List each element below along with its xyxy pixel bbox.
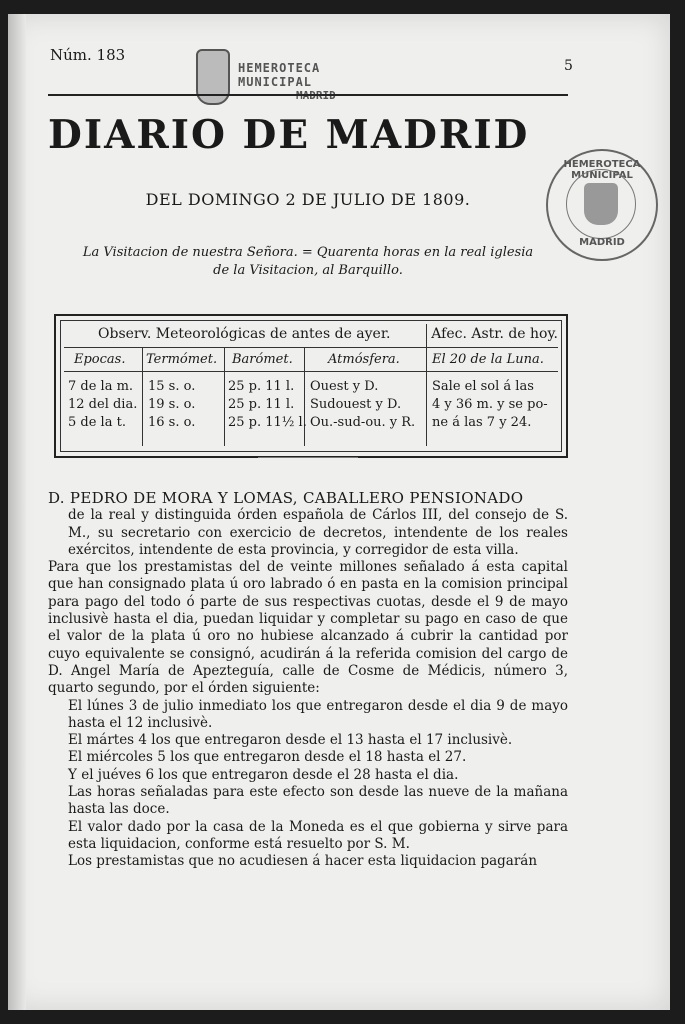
- paragraph: Para que los prestamistas del de veinte millones señalado á esta capital que han consignado plata ú oro labrado ó en pasta en la comision principal para pago del todo ó parte de sus respectivas cuotas, desde el 9 de mayo inclusivè hasta el dia, puedan liquidar y completar su pago en caso de que el valor de la plata ú oro no hubiese alcanzado á cubrir la cantidad por cuyo equivalente se consignó, acudirán á la referida comision del cargo de D. Angel María de Apezteguía, calle de Cosme de Médicis, número 3, quarto segundo, por el órden siguiente:: [48, 559, 568, 697]
- column-header: Atmósfera.: [328, 352, 400, 367]
- atmosfera-column: [310, 378, 415, 432]
- astro-heading: Afec. Astr. de hoy.: [431, 326, 558, 342]
- table-cell: 19 s. o.: [148, 397, 196, 412]
- weather-table: [54, 314, 568, 458]
- column-divider: [426, 324, 427, 446]
- table-cell: ne á las 7 y 24.: [432, 415, 532, 430]
- paragraph: El valor dado por la casa de la Moneda es el que gobierna y sirve para esta liquidacion, conforme está resuelto por S. M.: [68, 818, 568, 852]
- column-header: Epocas.: [74, 352, 126, 367]
- barometro-column: [228, 378, 307, 432]
- table-cell: 4 y 36 m. y se po-: [432, 397, 548, 412]
- saint-line-2: de la Visitacion, al Barquillo.: [213, 263, 403, 278]
- column-header: Termómet.: [146, 352, 218, 367]
- column-header: Barómet.: [232, 352, 293, 367]
- header-rule: [48, 94, 568, 96]
- column-divider: [224, 348, 225, 446]
- section-divider: [258, 457, 358, 458]
- saint-of-day: [48, 244, 568, 280]
- table-cell: 5 de la t.: [68, 415, 126, 430]
- column-header: El 20 de la Luna.: [432, 352, 544, 367]
- table-cell: 15 s. o.: [148, 379, 196, 394]
- table-rule: [64, 371, 558, 372]
- page-number: 5: [564, 58, 573, 74]
- library-stamp-top: [196, 49, 396, 111]
- stamp-text-line2: MADRID: [296, 89, 336, 102]
- paragraph: El mártes 4 los que entregaron desde el 13 hasta el 17 inclusivè.: [68, 732, 513, 749]
- saint-line-1: La Visitacion de nuestra Señora. = Quarenta horas en la real iglesia: [82, 245, 534, 260]
- issue-number: Núm. 183: [50, 46, 126, 64]
- article-body: [48, 490, 568, 871]
- round-stamp-top-text: HEMEROTECA MUNICIPAL: [563, 159, 641, 181]
- dateline: DEL DOMINGO 2 DE JULIO DE 1809.: [145, 190, 471, 209]
- table-cell: 25 p. 11 l.: [228, 397, 295, 412]
- table-cell: 7 de la m.: [68, 379, 134, 394]
- weather-heading: Observ. Meteorológicas de antes de ayer.: [98, 326, 391, 342]
- crest-icon: [196, 49, 230, 105]
- article-heading: D. PEDRO DE MORA Y LOMAS, CABALLERO PENSIONADO: [48, 489, 524, 507]
- table-cell: Sudouest y D.: [310, 397, 402, 412]
- page-binding-edge: [8, 14, 26, 1010]
- paragraph: Y el juéves 6 los que entregaron desde el 28 hasta el dia.: [68, 766, 459, 783]
- table-cell: Ou.-sud-ou. y R.: [310, 415, 416, 430]
- newspaper-page: [8, 14, 670, 1010]
- table-cell: Ouest y D.: [310, 379, 379, 394]
- round-stamp-bottom-text: MADRID: [579, 237, 625, 248]
- paragraph: Los prestamistas que no acudiesen á hacer esta liquidacion pagarán: [68, 853, 538, 870]
- paragraph: El miércoles 5 los que entregaron desde el 18 hasta el 27.: [68, 749, 467, 766]
- article-heading-continuation: de la real y distinguida órden española de Cárlos III, del consejo de S. M., su secretario con exercicio de decretos, intendente de los reales exércitos, intendente de esta provincia, y corregidor de esta villa.: [68, 507, 568, 558]
- paragraph: El lúnes 3 de julio inmediato los que entregaron desde el dia 9 de mayo hasta el 12 inclusivè.: [68, 697, 568, 731]
- epocas-column: [68, 378, 137, 432]
- paragraph: Las horas señaladas para este efecto son desde las nueve de la mañana hasta las doce.: [68, 784, 568, 818]
- luna-column: [432, 378, 548, 432]
- masthead-title: DIARIO DE MADRID: [48, 112, 530, 158]
- crest-icon: [584, 183, 618, 225]
- table-cell: 25 p. 11 l.: [228, 379, 295, 394]
- table-cell: 16 s. o.: [148, 415, 196, 430]
- stamp-text-line1: HEMEROTECA MUNICIPAL: [238, 61, 321, 89]
- table-cell: Sale el sol á las: [432, 379, 534, 394]
- library-stamp-round: [546, 149, 658, 261]
- termometro-column: [148, 378, 195, 432]
- column-divider: [142, 348, 143, 446]
- table-cell: 12 del dia.: [68, 397, 138, 412]
- table-rule: [64, 347, 558, 348]
- table-cell: 25 p. 11½ l.: [228, 415, 307, 430]
